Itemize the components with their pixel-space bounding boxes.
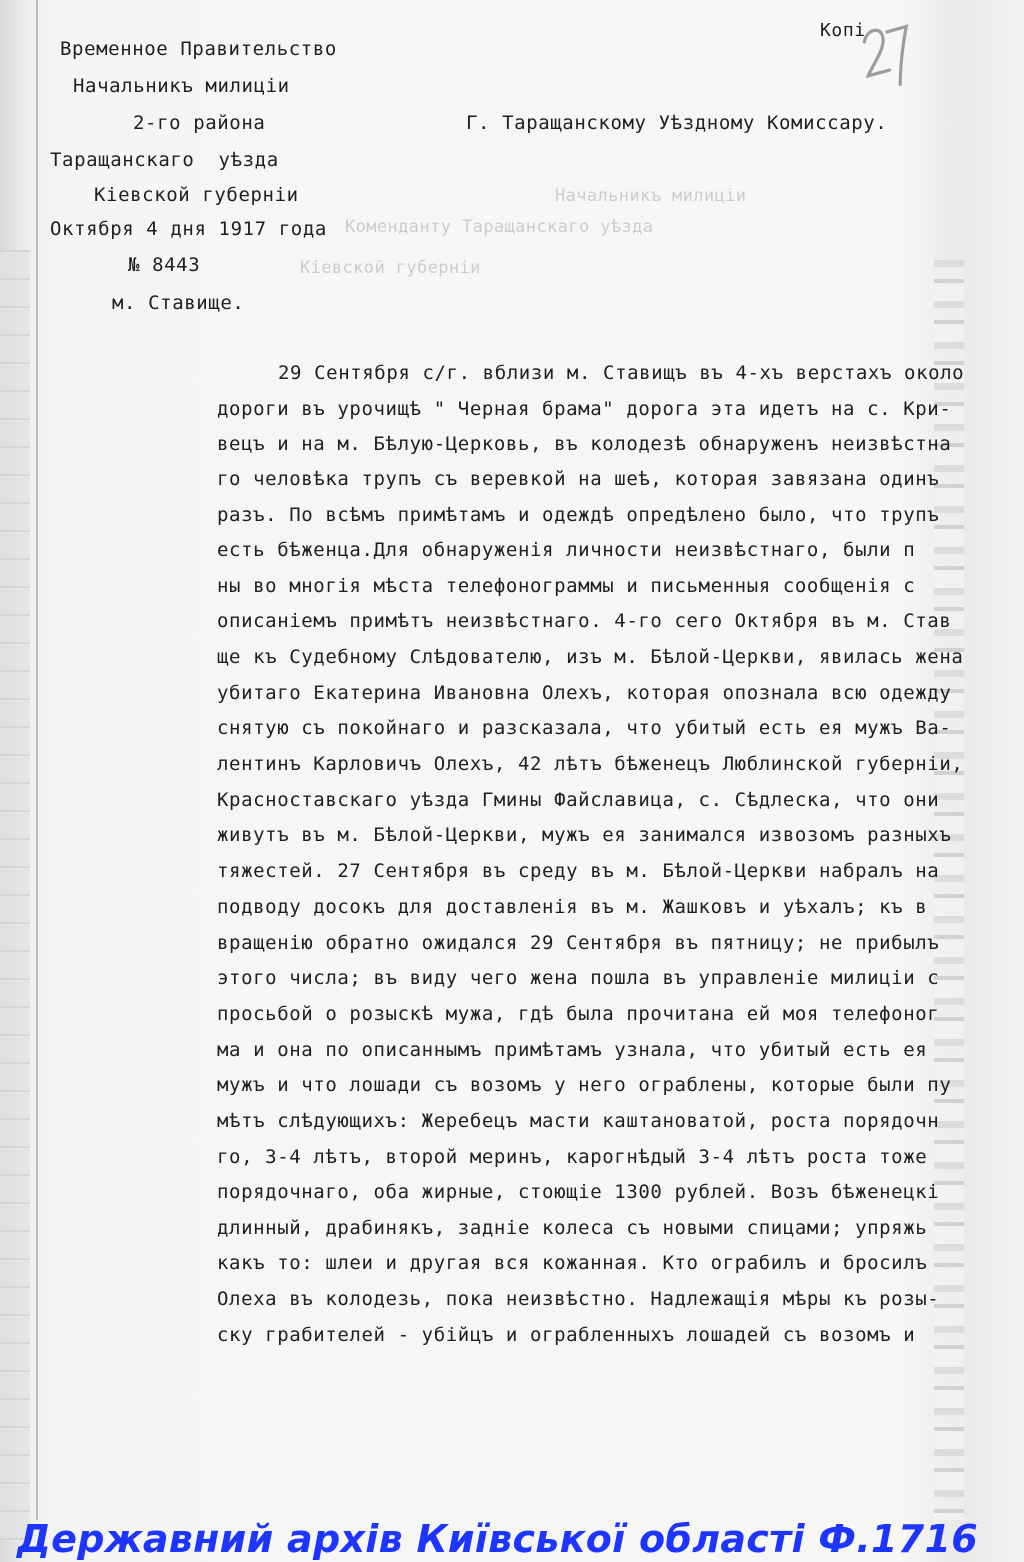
body-line: ще къ Судебному Слѣдователю, изъ м. Бѣлой-Церкви, явилась жена	[217, 646, 964, 668]
body-line: лентинъ Карловичъ Олехъ, 42 лѣтъ бѣженецъ Люблинской губерніи,	[217, 753, 964, 775]
body-line: описаніемъ примѣтъ неизвѣстнаго. 4-го сего Октября въ м. Став	[217, 610, 952, 632]
body-line: тяжестей. 27 Сентября въ среду въ м. Бѣлой-Церкви набралъ на	[217, 860, 940, 882]
body-line: подводу досокъ для доставленія въ м. Жашковъ и уѣхалъ; къ в	[217, 896, 928, 918]
body-line: Красноставскаго уѣзда Гмины Файславица, с. Сѣдлеска, что они	[217, 789, 940, 811]
header-date: Октября 4 дня 1917 года	[50, 218, 327, 240]
body-line: го, 3-4 лѣтъ, второй меринъ, карогнѣдый 3-4 лѣтъ роста тоже	[217, 1146, 928, 1168]
body-line: Олеха въ колодезь, пока неизвѣстно. Надлежащія мѣры къ розы-	[217, 1288, 940, 1310]
body-line: дороги въ урочищѣ " Черная брама" дорога эта идетъ на с. Кри-	[217, 398, 952, 420]
body-line: порядочнаго, оба жирные, стоющіе 1300 рублей. Возъ бѣженецкі	[217, 1181, 940, 1203]
header-district: 2-го района	[133, 112, 266, 134]
body-line: длинный, драбинякъ, задніе колеса съ новыми спицами; упряжь	[217, 1217, 928, 1239]
header-guberniya: Кіевской губерніи	[94, 184, 299, 206]
body-line: мѣтъ слѣдующихъ: Жеребецъ масти каштановатой, роста порядочн	[217, 1110, 940, 1132]
body-line: есть бѣженца.Для обнаруженія личности неизвѣстнаго, были п	[217, 539, 916, 561]
body-line: убитаго Екатерина Ивановна Олехъ, которая опознала всю одежду	[217, 682, 952, 704]
body-line: мужъ и что лошади съ возомъ у него ограблены, которые были пу	[217, 1074, 952, 1096]
copy-mark: Копі	[820, 20, 866, 41]
header-government: Временное Правительство	[60, 38, 337, 60]
archive-page-number-handwritten	[855, 16, 922, 106]
body-line: 29 Сентября с/г. вблизи м. Ставищъ въ 4-хъ верстахъ около	[278, 362, 965, 384]
bleed-through-line: Начальникъ милиціи	[555, 186, 747, 206]
header-office: Начальникъ милиціи	[73, 75, 290, 97]
body-line: ма и она по описаннымъ примѣтамъ узнала, что убитый есть ея	[217, 1039, 928, 1061]
header-uezd: Таращанскаго уѣзда	[50, 149, 279, 171]
left-binding-strip	[0, 250, 30, 1540]
bleed-through-line: Коменданту Таращанскаго уѣзда	[345, 217, 654, 237]
body-line: вращенію обратно ожидался 29 Сентября въ пятницу; не прибылъ	[217, 932, 940, 954]
body-line: этого числа; въ виду чего жена пошла въ управленіе милиціи с	[217, 967, 940, 989]
body-line: го человѣка трупъ съ веревкой на шеѣ, которая завязана одинъ	[217, 468, 940, 490]
body-line: разъ. По всѣмъ примѣтамъ и одеждѣ опредѣлено было, что трупъ	[217, 504, 940, 526]
body-line: живутъ въ м. Бѣлой-Церкви, мужъ ея занимался извозомъ разныхъ	[217, 824, 952, 846]
addressee: Г. Таращанскому Уѣздному Комиссару.	[466, 112, 888, 134]
body-line: снятую съ покойнаго и разсказала, что убитый есть ея мужъ Ва-	[217, 717, 952, 739]
body-line: просьбой о розыскѣ мужа, гдѣ была прочитана ей моя телефоног	[217, 1003, 940, 1025]
paper-edge	[36, 0, 38, 1520]
body-line: какъ то: шлеи и другая вся кожанная. Кто ограбилъ и бросилъ	[217, 1252, 928, 1274]
header-place: м. Ставище.	[112, 292, 245, 314]
body-line: ны во многія мѣста телефонограммы и письменныя сообщенія с	[217, 575, 916, 597]
archive-watermark-caption: Державний архів Київської області Ф.1716	[17, 1517, 978, 1561]
bleed-through-line: Кіевской губерніи	[300, 258, 481, 278]
body-line: вецъ и на м. Бѣлую-Церковь, въ колодезѣ обнаруженъ неизвѣстна	[217, 433, 952, 455]
body-line: ску грабителей - убійцъ и ограбленныхъ лошадей съ возомъ и	[217, 1324, 916, 1346]
header-number: № 8443	[128, 254, 201, 276]
